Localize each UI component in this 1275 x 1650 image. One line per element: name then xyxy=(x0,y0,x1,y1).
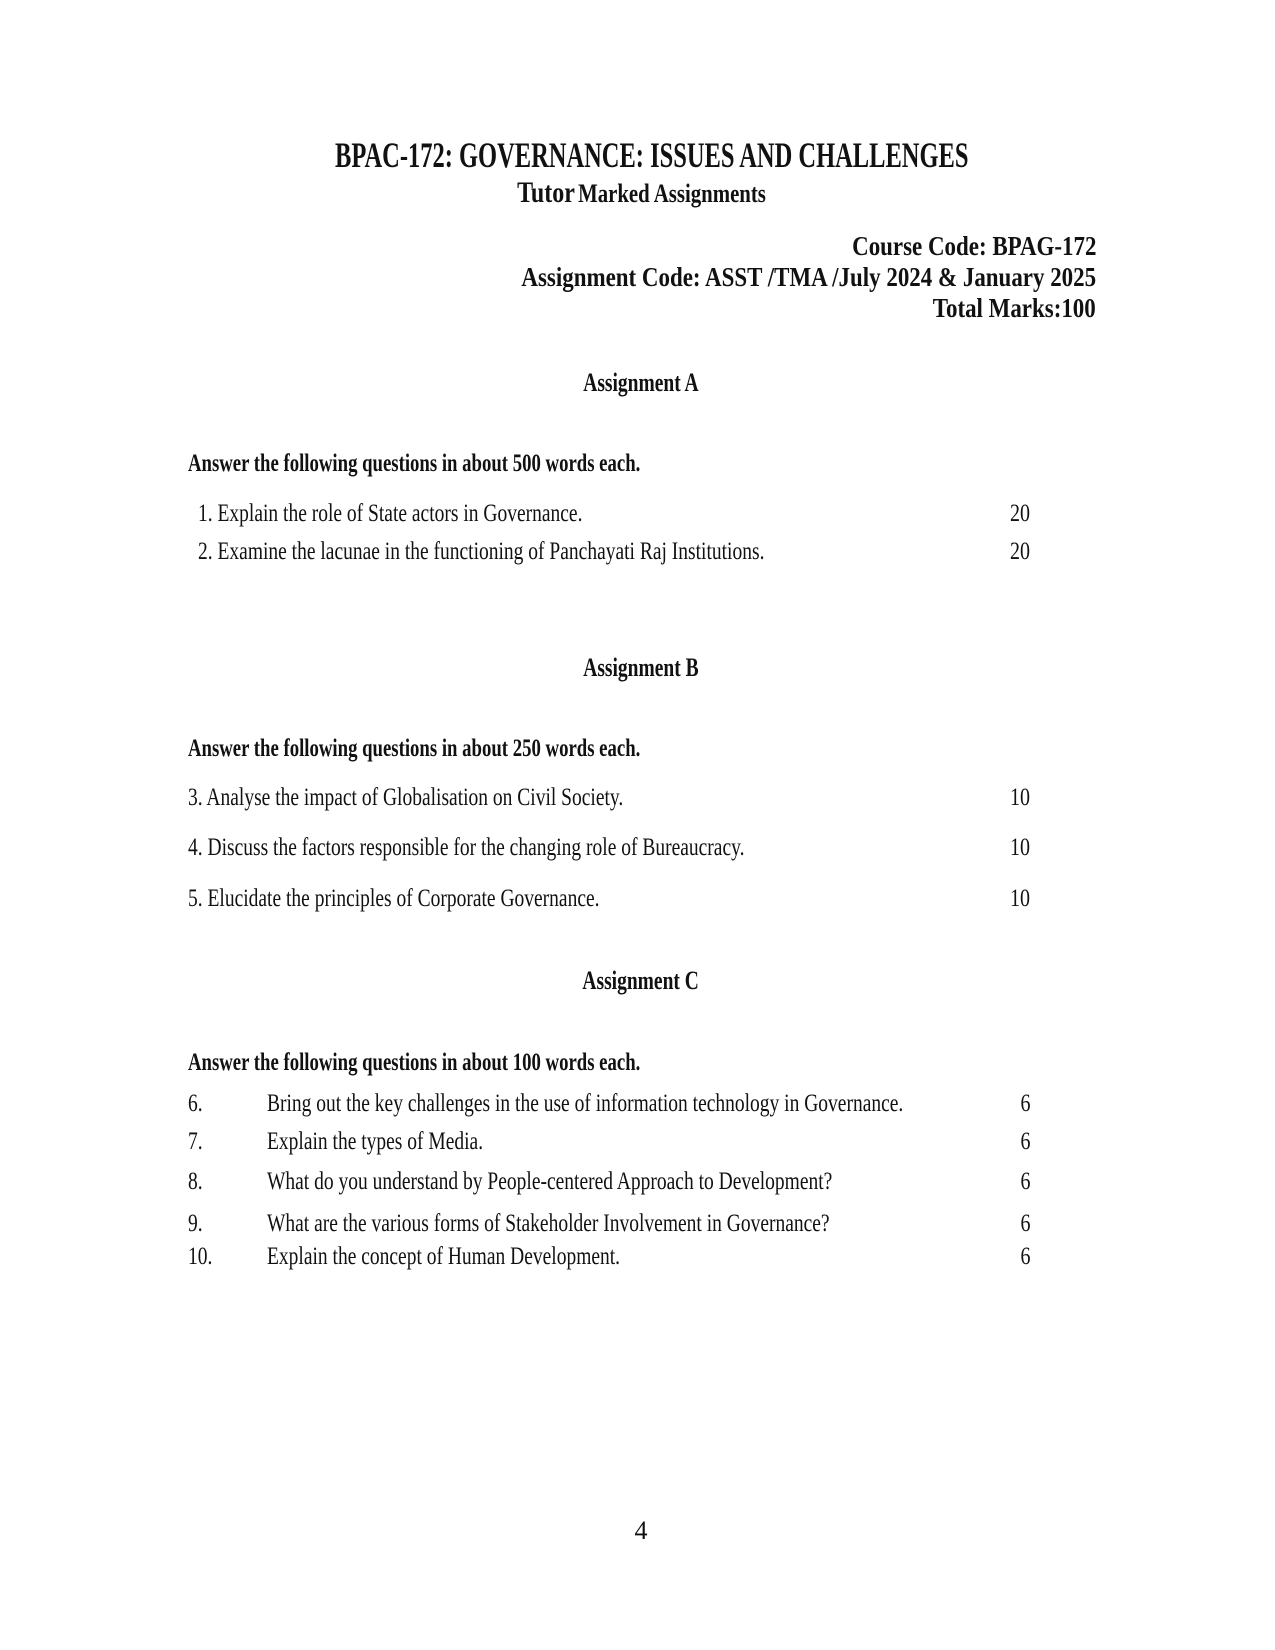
question-row-1 xyxy=(186,499,1096,528)
question-row-6 xyxy=(186,1089,1096,1118)
question-text: What are the various forms of Stakeholder Involvement in Governance? xyxy=(267,1210,830,1237)
question-marks: 6 xyxy=(1020,1243,1030,1270)
question-text: 4. Discuss the factors responsible for the changing role of Bureaucracy. xyxy=(188,834,745,861)
page-number: 4 xyxy=(634,1516,648,1545)
question-text: Explain the concept of Human Development. xyxy=(267,1243,621,1270)
question-marks: 6 xyxy=(1020,1128,1030,1155)
question-text: 5. Elucidate the principles of Corporate Governance. xyxy=(188,885,600,912)
section-heading-a: Assignment A xyxy=(583,368,699,397)
section-heading-c: Assignment C xyxy=(582,966,700,995)
question-row-8 xyxy=(186,1167,1096,1196)
question-marks: 6 xyxy=(1020,1168,1030,1195)
assignment-code-line: Assignment Code: ASST /TMA /July 2024 & January 2025 xyxy=(521,262,1096,292)
question-marks: 20 xyxy=(1010,538,1030,565)
question-text: 1. Explain the role of State actors in Governance. xyxy=(198,500,583,527)
question-marks: 6 xyxy=(1020,1210,1030,1237)
question-marks: 6 xyxy=(1020,1090,1030,1117)
section-heading-b: Assignment B xyxy=(583,653,699,682)
subtitle-primary: Tutor xyxy=(516,176,575,209)
course-title-text: BPAC-172: GOVERNANCE: ISSUES AND CHALLENGES xyxy=(335,135,969,175)
question-number: 10. xyxy=(188,1243,213,1270)
question-number: 9. xyxy=(188,1210,203,1237)
question-row-3 xyxy=(186,783,1096,812)
question-text: Explain the types of Media. xyxy=(267,1128,484,1155)
question-number: 6. xyxy=(188,1090,203,1117)
section-instruction-c: Answer the following questions in about 100 words each. xyxy=(188,1049,641,1076)
question-marks: 20 xyxy=(1010,500,1030,527)
question-row-10 xyxy=(186,1242,1096,1271)
question-text: 2. Examine the lacunae in the functioning of Panchayati Raj Institutions. xyxy=(198,538,765,565)
question-row-5 xyxy=(186,884,1096,913)
question-marks: 10 xyxy=(1010,834,1030,861)
question-row-4 xyxy=(186,833,1096,862)
question-row-7 xyxy=(186,1127,1096,1156)
header-meta-block xyxy=(186,233,1096,326)
question-text: 3. Analyse the impact of Globalisation on Civil Society. xyxy=(188,784,624,811)
question-text: What do you understand by People-centered Approach to Development? xyxy=(267,1168,833,1195)
question-number: 7. xyxy=(188,1128,203,1155)
question-marks: 10 xyxy=(1010,784,1030,811)
section-instruction-b: Answer the following questions in about 250 words each. xyxy=(188,735,641,762)
section-instruction-a: Answer the following questions in about 500 words each. xyxy=(188,450,641,477)
course-code-line: Course Code: BPAG-172 xyxy=(851,231,1096,261)
question-text: Bring out the key challenges in the use of information technology in Governance. xyxy=(267,1090,904,1117)
question-number: 8. xyxy=(188,1168,203,1195)
subtitle-secondary: Marked Assignments xyxy=(577,179,766,208)
page-subtitle xyxy=(186,176,1096,214)
question-marks: 10 xyxy=(1010,885,1030,912)
question-row-2 xyxy=(186,537,1096,566)
subtitle-text xyxy=(517,176,766,214)
total-marks-line: Total Marks:100 xyxy=(932,293,1096,323)
question-row-9 xyxy=(186,1209,1096,1238)
